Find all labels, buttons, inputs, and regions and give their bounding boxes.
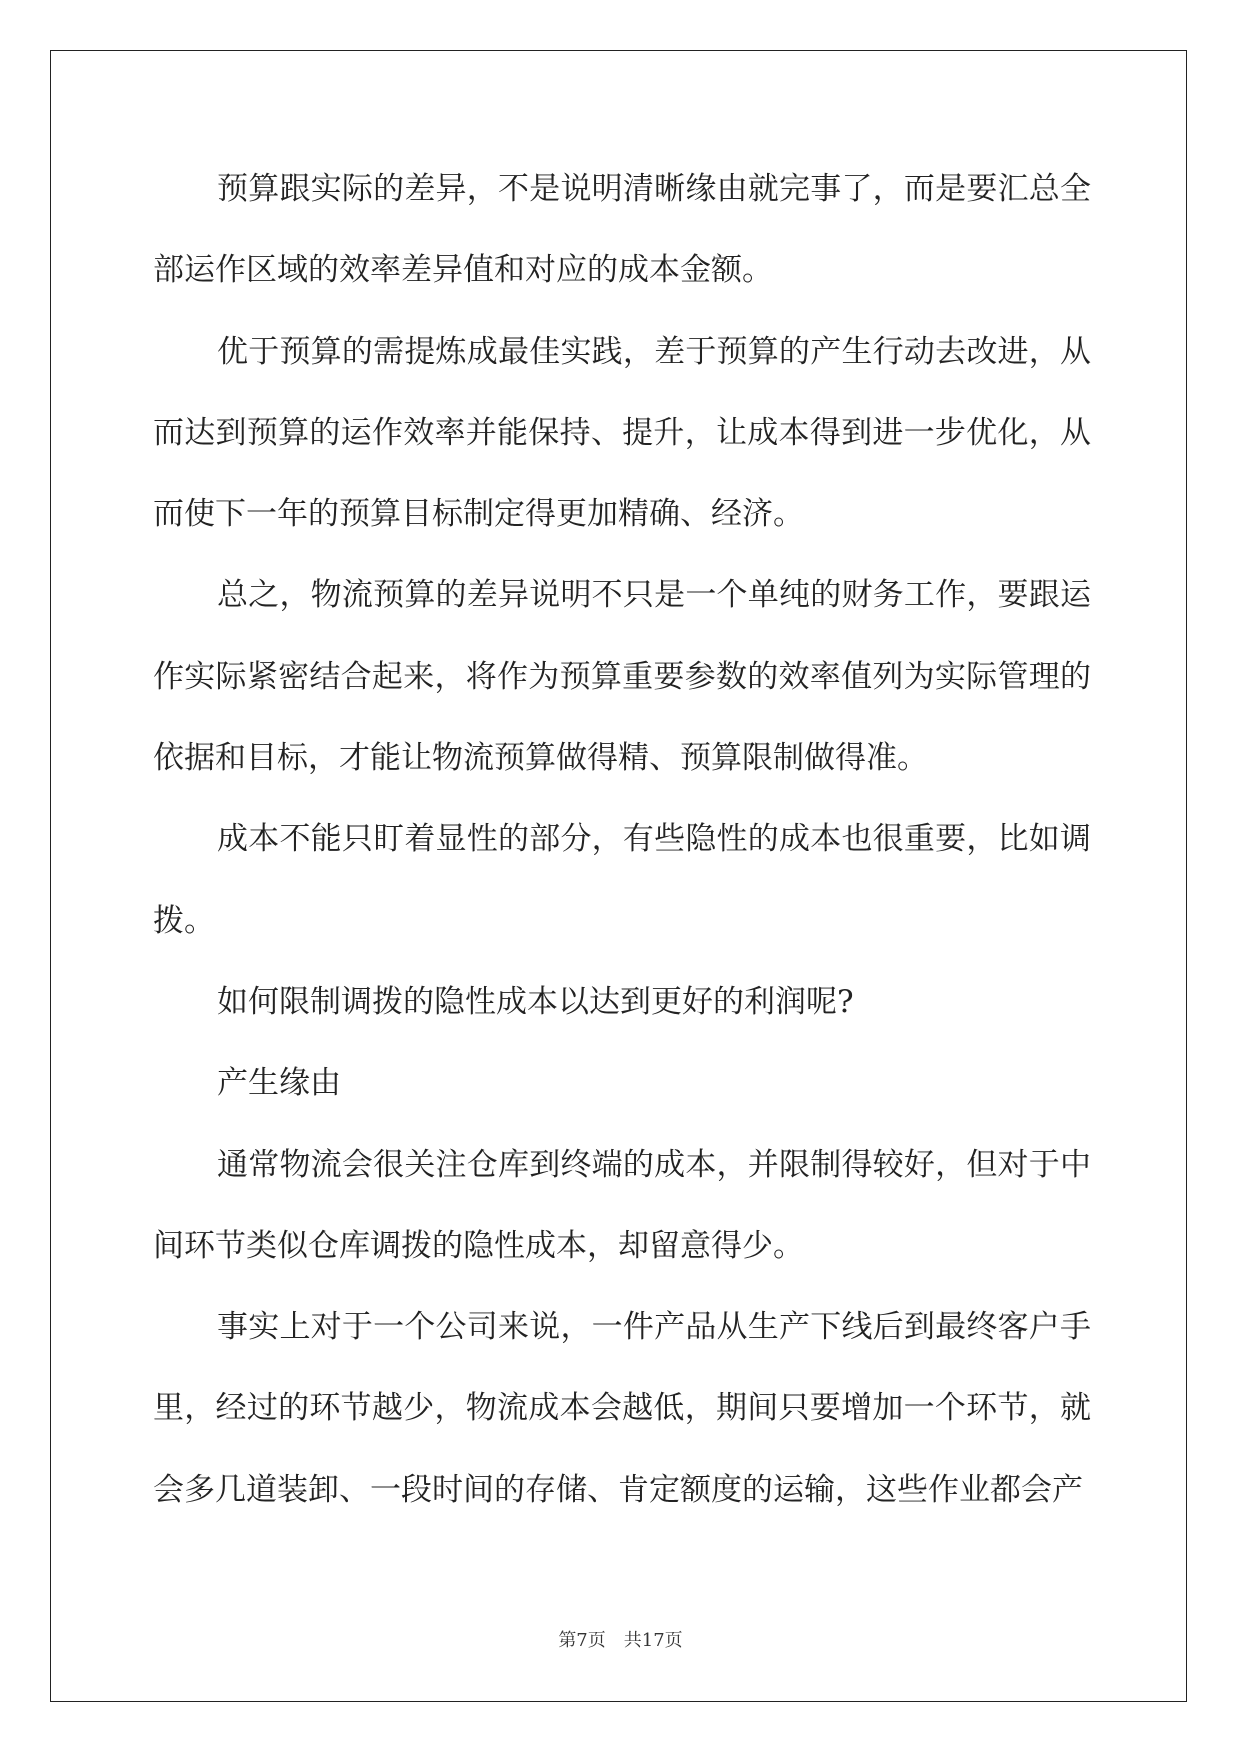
text-line: 里，经过的环节越少，物流成本会越低，期间只要增加一个环节，就 xyxy=(153,1390,1091,1427)
text-line: 会多几道装卸、一段时间的存储、肯定额度的运输，这些作业都会产 xyxy=(153,1471,1083,1508)
text-line: 依据和目标，才能让物流预算做得精、预算限制做得准。 xyxy=(153,740,928,777)
page-number: 第7页 共17页 xyxy=(558,1630,683,1651)
paragraph xyxy=(153,962,1091,1043)
paragraph xyxy=(153,1125,1091,1288)
text-line: 部运作区域的效率差异值和对应的成本金额。 xyxy=(153,252,773,289)
text-line: 优于预算的需提炼成最佳实践，差于预算的产生行动去改进，从 xyxy=(217,333,1091,370)
paragraph xyxy=(153,149,1091,312)
text-line: 间环节类似仓库调拨的隐性成本，却留意得少。 xyxy=(153,1227,804,1264)
text-line: 拨。 xyxy=(153,902,215,939)
paragraph xyxy=(153,799,1091,962)
paragraph xyxy=(153,1287,1091,1531)
text-line: 通常物流会很关注仓库到终端的成本，并限制得较好，但对于中 xyxy=(217,1146,1091,1183)
text-line: 而达到预算的运作效率并能保持、提升，让成本得到进一步优化，从 xyxy=(153,414,1091,451)
text-line: 总之，物流预算的差异说明不只是一个单纯的财务工作，要跟运 xyxy=(217,577,1091,614)
paragraph xyxy=(153,1043,1091,1124)
text-line: 预算跟实际的差异，不是说明清晰缘由就完事了，而是要汇总全 xyxy=(217,171,1091,207)
text-line: 成本不能只盯着显性的部分，有些隐性的成本也很重要，比如调 xyxy=(217,821,1091,858)
text-line: 而使下一年的预算目标制定得更加精确、经济。 xyxy=(153,496,804,533)
text-line: 产生缘由 xyxy=(217,1065,341,1102)
paragraph xyxy=(153,312,1091,556)
document-body xyxy=(153,149,1091,1531)
paragraph xyxy=(153,555,1091,799)
text-line: 事实上对于一个公司来说，一件产品从生产下线后到最终客户手 xyxy=(217,1309,1091,1346)
text-line: 如何限制调拨的隐性成本以达到更好的利润呢? xyxy=(217,983,854,1020)
text-line: 作实际紧密结合起来，将作为预算重要参数的效率值列为实际管理的 xyxy=(153,658,1091,695)
